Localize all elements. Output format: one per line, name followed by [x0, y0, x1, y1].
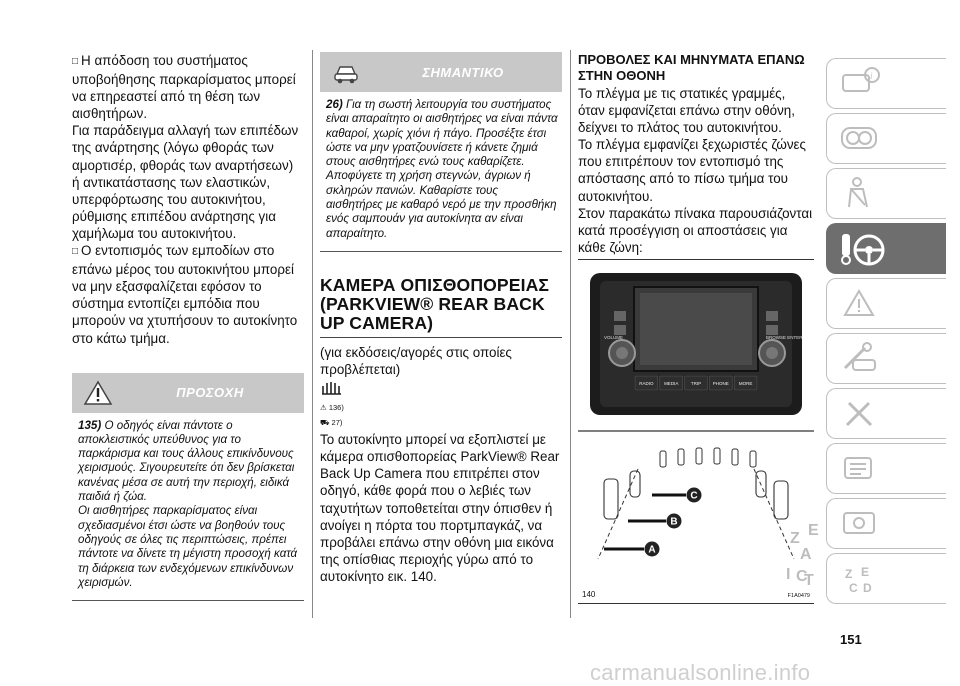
important-body: [320, 92, 562, 252]
tab-letter: E: [808, 521, 819, 539]
tab-maintenance[interactable]: [826, 388, 946, 439]
tab-letter: T: [804, 571, 814, 589]
volume-label: VOLUME: [604, 334, 624, 340]
figure-code: F1A0479: [787, 592, 810, 599]
figure-number: 140: [582, 589, 596, 599]
tab-letter: C: [849, 581, 858, 595]
tab-letter: Z: [845, 567, 853, 581]
radio-button-label: PHONE: [712, 380, 729, 386]
radio-buttons: [635, 376, 757, 390]
tab-letter: E: [861, 565, 870, 579]
seatbelt-icon: [839, 175, 879, 213]
warning-number: 135): [78, 418, 102, 432]
availability-note: (για εκδόσεις/αγορές στις οποίες προβλέπεται): [320, 344, 512, 378]
parking-post: [774, 481, 788, 519]
tab-instruments[interactable]: [826, 113, 946, 164]
ref-number: 27): [331, 418, 343, 428]
figure-rule: [578, 603, 814, 604]
important-box: [320, 52, 562, 252]
gauge-icon: [839, 120, 879, 158]
paragraph: Για παράδειγμα αλλαγή των επιπέδων της ανάρτησης (λόγω φθοράς των αμορτισέρ, φθοράς των αναρτήσεων) ή αντικατάστασης των ελαστικών, υπερφόρτωσης του αυτοκινήτου, ρύθμισης επιπέδου ανάρτησης για χαμήλωμα του αυτοκινήτου.: [72, 123, 299, 241]
callout-label: C: [690, 490, 698, 502]
callout-label: B: [670, 516, 678, 528]
parking-post: [750, 451, 756, 467]
column-2: [320, 52, 562, 585]
tab-starting-driving[interactable]: [826, 223, 946, 274]
tab-letter: A: [800, 545, 812, 563]
callout-label: A: [648, 544, 656, 556]
tab-warning-lights[interactable]: [826, 278, 946, 329]
warning-text: Ο οδηγός είναι πάντοτε ο αποκλειστικός υπεύθυνος για το παρκάρισμα και τους άλλους επικίνδυνους χειρισμούς. Σιγουρευτείτε ότι δεν βρίσκεται κανένας μέσα σε αυτή την περιοχή, ειδικά παιδιά ή ζώα.: [78, 418, 295, 504]
column-divider: [312, 50, 313, 618]
wrench-car-icon: [839, 340, 879, 378]
paragraph: Το πλέγμα εμφανίζει ξεχωριστές ζώνες που επιτρέπουν τον εντοπισμό της απόστασης από το πίσω τμήμα του αυτοκινήτου.: [578, 137, 806, 204]
tab-letter: C: [796, 567, 808, 585]
watermark: carmanualsonline.info: [590, 660, 811, 685]
page-number: 151: [840, 632, 862, 647]
warning-small-icon: ⚠: [320, 403, 327, 413]
ref-line: [320, 418, 562, 428]
important-title: ΣΗΜΑΝΤΙΚΟ: [422, 64, 504, 80]
column-3: [578, 52, 819, 605]
tab-letters: [786, 522, 819, 589]
browse-label: BROWSE ENTER: [766, 334, 803, 340]
important-header: [320, 52, 562, 92]
tab-dashboard[interactable]: [826, 58, 946, 109]
multimedia-icon: [839, 505, 879, 543]
parking-post: [696, 448, 702, 464]
car-info-icon: [839, 65, 879, 103]
note-number: 26): [326, 98, 343, 111]
tab-emergency[interactable]: [826, 333, 946, 384]
car-small-icon: ⛟: [320, 418, 330, 428]
parking-post: [714, 448, 720, 464]
warning-title: ΠΡΟΣΟΧΗ: [176, 385, 244, 401]
technical-data-icon: [839, 450, 879, 488]
radio-button-label: MEDIA: [664, 380, 679, 386]
parking-post: [660, 451, 666, 467]
svg-text:i: i: [870, 71, 873, 81]
tab-letter: I: [786, 565, 791, 583]
column-1: [72, 52, 304, 601]
tab-multimedia[interactable]: [826, 498, 946, 549]
steering-key-icon: [839, 230, 885, 270]
chapter-tabs: [826, 58, 946, 608]
paragraph: □ Η απόδοση του συστήματος υποβοήθησης παρκαρίσματος μπορεί να επηρεαστεί από τη θέση των αισθητήρων.: [72, 52, 304, 122]
warning-header: [72, 373, 304, 413]
paragraph: □ Ο εντοπισμός των εμποδίων στο επάνω μέρος του αυτοκινήτου μπορεί να μην εξασφαλίζεται εφόσον το σύστημα εντοπίζει εμπόδια που μπορούν να χτυπήσουν το αυτοκίνητο στο κάτω τμήμα.: [72, 242, 304, 347]
section-heading: ΠΡΟΒΟΛΕΣ ΚΑΙ ΜΗΝΥΜΑΤΑ ΕΠΑΝΩ ΣΤΗΝ ΟΘΟΝΗ: [578, 52, 805, 83]
paragraph: Το αυτοκίνητο μπορεί να εξοπλιστεί με κάμερα οπισθοπορείας ParkView® Rear Back Up Camera που επιτρέπει στον οδηγό, κάθε φορά που ο λεβιές των ταχυτήτων τοποθετείται στην όπισθεν ή ανοίγει η πόρτα του πορτμπαγκάζ, να προβάλει επάνω στην οθόνη μια εικόνα της οπίσθιας περιοχής γύρω από το αυτοκίνητο εικ. 140.: [320, 432, 560, 584]
ref-line: [320, 403, 562, 412]
camera-figure: [578, 259, 819, 605]
parking-post: [678, 449, 684, 465]
parking-post: [732, 449, 738, 465]
tab-index[interactable]: [826, 553, 946, 604]
tab-technical-data[interactable]: [826, 443, 946, 494]
zone-callouts: [604, 487, 702, 556]
index-letters-icon: [839, 560, 879, 598]
note-text: Για τη σωστή λειτουργία του συστήματος είναι απαραίτητο οι αισθητήρες να είναι πάντα καθαροί, χωρίς χιόνι ή πάγο. Προσέξτε έτσι ώστε να μην γρατζουνίσετε ή κάνετε ζημιά στους αισθητήρες ενώ τους καθαρίζετε. Αποφύγετε τη χρήση στεγνών, άγριων ή σκληρών πανιών. Καθαρίστε τους αισθητήρες με καθαρό νερό με την προσθήκη ενός σαμπουάν για αυτοκίνητα αν είναι απαραίτητο.: [326, 98, 558, 240]
figure-140: [578, 259, 819, 605]
warning-text: Οι αισθητήρες παρκαρίσματος είναι σχεδιασμένοι έτσι ώστε να βοηθούν τους οδηγούς σε όλες τις περιπτώσεις, πρέπει πάντοτε να δίνετε τη μέγιστη προσοχή κατά τη διάρκεια των ενδεχόμενων επικίνδυνων χειρισμών.: [78, 504, 298, 589]
warning-body: [72, 413, 304, 602]
parking-post: [604, 479, 618, 519]
radio-button-label: TRIP: [690, 380, 702, 386]
warning-box: [72, 373, 304, 602]
hand-icon: [320, 380, 346, 396]
ref-number: 136): [328, 403, 344, 413]
radio-button-label: RADIO: [639, 380, 654, 386]
tab-letter: Z: [790, 529, 800, 547]
paragraph: Το πλέγμα με τις στατικές γραμμές, όταν εμφανίζεται επάνω στην οθόνη, δείχνει το πλάτος του αυτοκινήτου.: [578, 86, 795, 136]
paragraph: Στον παρακάτω πίνακα παρουσιάζονται κατά προσέγγιση οι αποστάσεις για κάθε ζώνη:: [578, 205, 813, 255]
tab-safety[interactable]: [826, 168, 946, 219]
tools-icon: [839, 395, 879, 433]
warning-lights-icon: [839, 285, 879, 323]
tab-letter: D: [863, 581, 872, 595]
section-heading: ΚΑΜΕΡΑ ΟΠΙΣΘΟΠΟΡΕΙΑΣ (PARKVIEW® REAR BACK UP CAMERA): [320, 276, 562, 338]
radio-button-label: MORE: [738, 380, 753, 386]
column-divider: [570, 50, 571, 618]
